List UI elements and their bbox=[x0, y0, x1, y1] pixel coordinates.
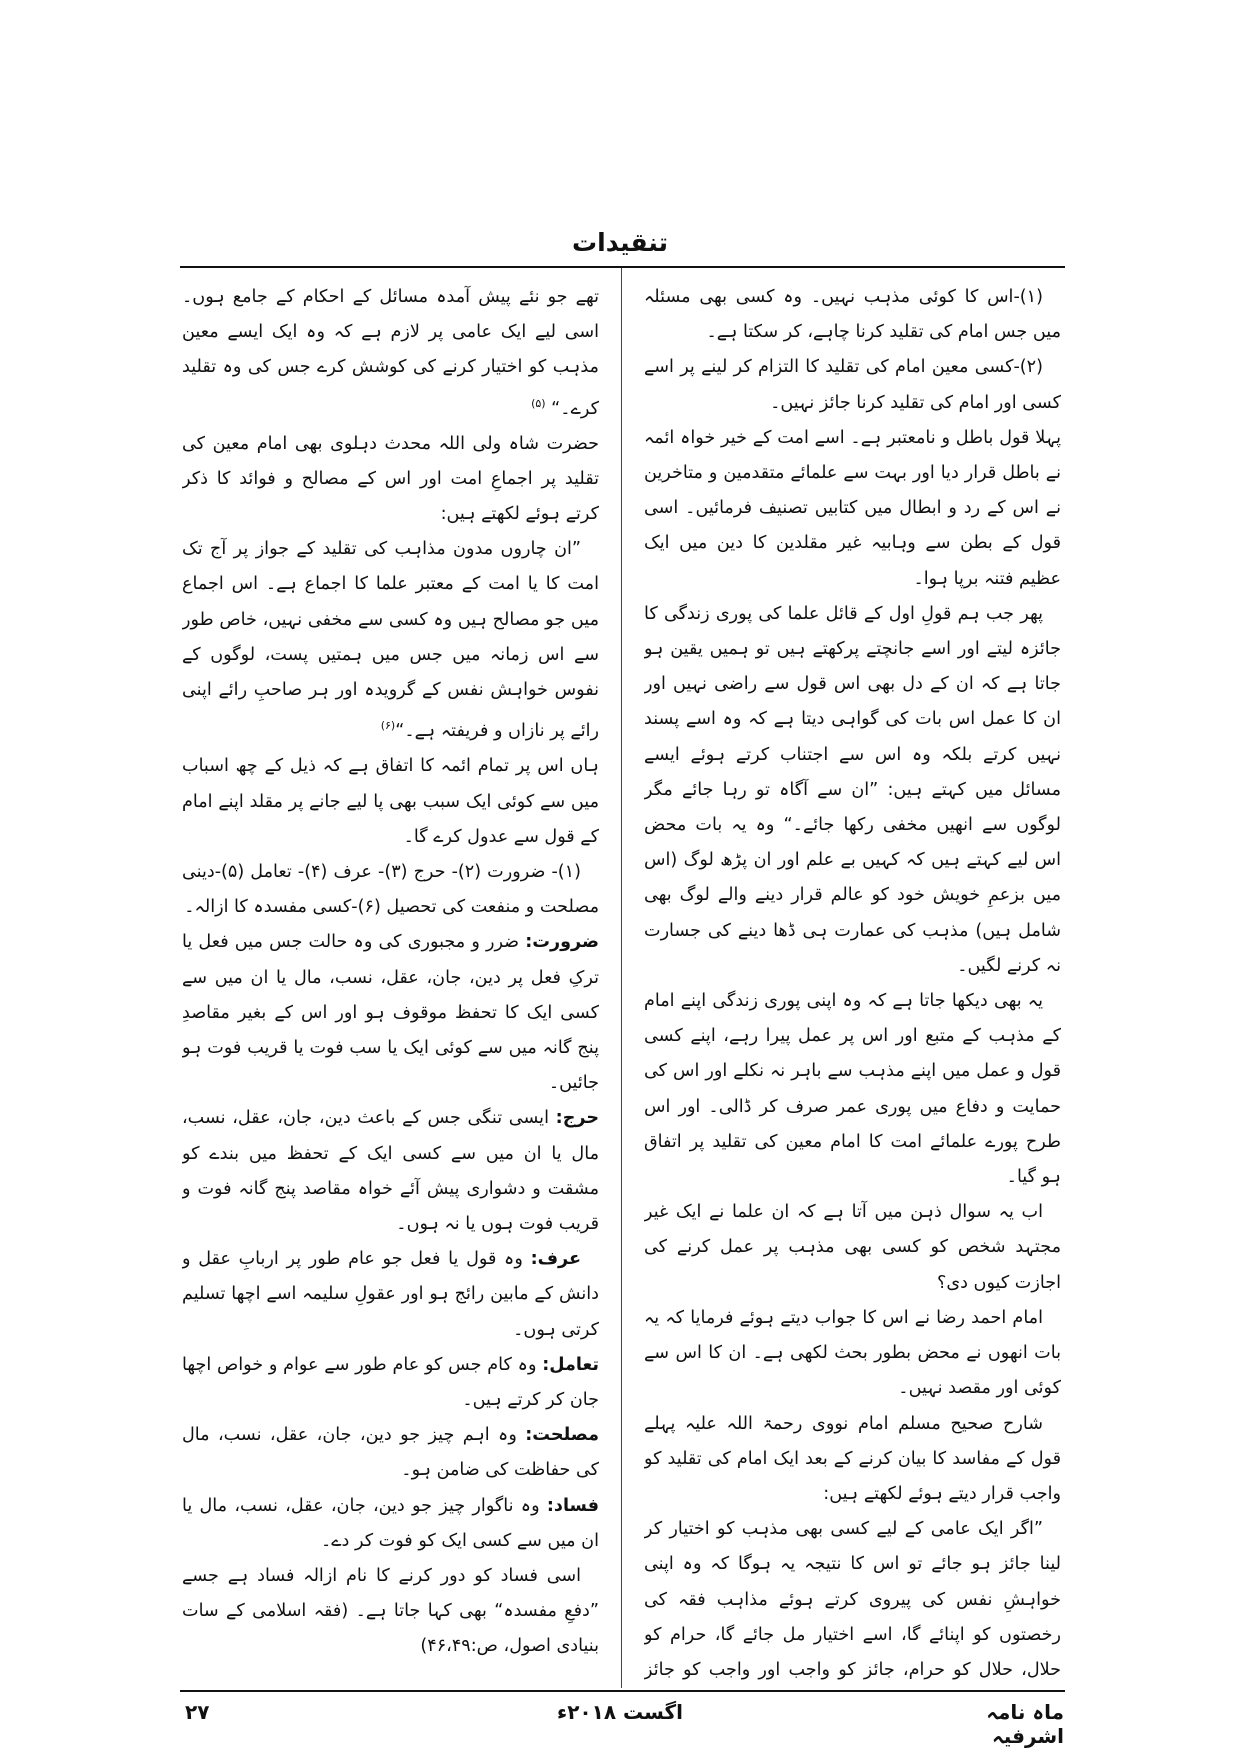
definition-text: وہ قول یا فعل جو عام طور پر اربابِ عقل و دانش کے مابین رائج ہو اور عقولِ سلیمہ اسے اچھا تسلیم کرتی ہوں۔ bbox=[182, 1249, 599, 1340]
page-title: تنقیدات bbox=[572, 228, 668, 257]
paragraph: حضرت شاہ ولی اللہ محدث دہلوی بھی امام معین کی تقلید پر اجماعِ امت اور اس کے مصالح و فوائد کا ذکر کرتے ہوئے لکھتے ہیں: bbox=[182, 433, 599, 525]
definition-term: مصلحت: bbox=[525, 1425, 599, 1446]
paragraph: (۲)-کسی معین امام کی تقلید کا التزام کر لینے پر اسے کسی اور امام کی تقلید کرنا جائز نہیں۔ bbox=[644, 357, 1061, 413]
paragraph: یہ بھی دیکھا جاتا ہے کہ وہ اپنی پوری زندگی اپنے امام کے مذہب کے متبع اور اس پر عمل پیرا رہے، اپنے کسی قول و عمل میں اپنے مذہب سے باہر نہ نکلے اور اس کی حمایت و دفاع میں پوری عمر صرف کر ڈالی۔ اور اس طرح پورے علمائے امت کا امام معین کی تقلید پر اتفاق ہو گیا۔ bbox=[644, 991, 1061, 1188]
definition-term: فساد: bbox=[546, 1495, 599, 1516]
column-divider bbox=[621, 268, 622, 1688]
footnote-ref: (۶) bbox=[380, 719, 396, 733]
reasons-list: (۱)- ضرورت (۲)- حرج (۳)- عرف (۴)- تعامل (۵)-دینی مصلحت و منفعت کی تحصیل (۶)-کسی مفسدہ کا ازالہ۔ bbox=[182, 861, 599, 918]
paragraph: امام احمد رضا نے اس کا جواب دیتے ہوئے فرمایا کہ یہ بات انھوں نے محض بطور بحث لکھی ہے۔ ان کا اس سے کوئی اور مقصد نہیں۔ bbox=[644, 1307, 1061, 1399]
magazine-name: ماہ نامہ اشرفیہ bbox=[986, 1700, 1064, 1748]
footer-rule bbox=[180, 1690, 1065, 1692]
paragraph: اب یہ سوال ذہن میں آتا ہے کہ ان علما نے ایک غیر مجتہد شخص کو کسی بھی مذہب پر عمل کرنے کی اجازت کیوں دی؟ bbox=[644, 1202, 1061, 1293]
issue-date: اگست ۲۰۱۸ء bbox=[556, 1700, 684, 1724]
definition-text: وہ اہم چیز جو دین، جان، عقل، نسب، مال کی حفاظت کی ضامن ہو۔ bbox=[182, 1425, 599, 1481]
paragraph-text: تھے جو نئے پیش آمدہ مسائل کے احکام کے جامع ہوں۔ اسی لیے ایک عامی پر لازم ہے کہ وہ ایک ایسے معین مذہب کو اختیار کرنے کی کوشش کرے جس کی وہ تقلید کرے۔“ bbox=[182, 287, 599, 419]
footnote-ref: (۵) bbox=[531, 396, 546, 410]
paragraph-text: اسی فساد کو دور کرنے کا نام ازالہ فساد ہے جسے ”دفعِ مفسدہ“ بھی کہا جاتا ہے۔ bbox=[182, 1566, 599, 1622]
paragraph: شارح صحیح مسلم امام نووی رحمۃ اللہ علیہ پہلے قول کے مفاسد کا بیان کرنے کے بعد ایک امام کی تقلید کو واجب قرار دیتے ہوئے لکھتے ہیں: bbox=[644, 1413, 1061, 1504]
definition bbox=[182, 1101, 599, 1242]
definition bbox=[182, 1242, 599, 1348]
left-column bbox=[182, 280, 599, 1680]
definition bbox=[182, 1489, 599, 1559]
paragraph: (۱)-اس کا کوئی مذہب نہیں۔ وہ کسی بھی مسئلہ میں جس امام کی تقلید کرنا چاہے، کر سکتا ہے۔ bbox=[644, 287, 1061, 343]
definition-text: ضرر و مجبوری کی وہ حالت جس میں فعل یا ترکِ فعل پر دین، جان، عقل، نسب، مال یا ان میں سے کسی ایک کا تحفظ موقوف ہو اور اس کے بغیر مقاصدِ پنج گانہ میں سے کوئی ایک یا سب فوت یا قریب فوت ہو جائیں۔ bbox=[182, 932, 599, 1094]
definition-term: عرف: bbox=[530, 1249, 581, 1270]
right-column bbox=[644, 280, 1061, 1680]
definition bbox=[182, 1348, 599, 1418]
definition-term: تعامل: bbox=[542, 1354, 599, 1375]
definition bbox=[182, 1418, 599, 1488]
definition bbox=[182, 925, 599, 1101]
source-citation: (فقہ اسلامی کے سات بنیادی اصول، ص:۴۶،۴۹) bbox=[182, 1601, 599, 1657]
definition-text: ایسی تنگی جس کے باعث دین، جان، عقل، نسب، مال یا ان میں سے کسی ایک کے تحفظ میں بندے کو مشقت و دشواری پیش آئے خواہ مقاصد پنج گانہ فوت و قریب فوت ہوں یا نہ ہوں۔ bbox=[182, 1108, 599, 1234]
quotation bbox=[182, 532, 599, 749]
definition-term: حرج: bbox=[555, 1108, 599, 1129]
definition-text: وہ ناگوار چیز جو دین، جان، عقل، نسب، مال یا ان میں سے کسی ایک کو فوت کر دے۔ bbox=[182, 1495, 599, 1551]
quotation: ”اگر ایک عامی کے لیے کسی بھی مذہب کو اختیار کر لینا جائز ہو جائے تو اس کا نتیجہ یہ ہوگا کہ وہ اپنی خواہشِ نفس کی پیروی کرتے ہوئے مذاہب فقہ کی رخصتوں کو اپنائے گا، اسے اختیار مل جائے گا، حرام کو حلال، حلال کو حرام، جائز کو واجب اور واجب کو جائز bbox=[644, 1519, 1061, 1680]
paragraph bbox=[182, 1559, 599, 1665]
page-number: ۲۷ bbox=[185, 1700, 210, 1724]
paragraph: پہلا قول باطل و نامعتبر ہے۔ اسے امت کے خیر خواہ ائمہ نے باطل قرار دیا اور بہت سے علمائے متقدمین و متاخرین نے اس کے رد و ابطال میں کتابیں تصنیف فرمائیں۔ اسی قول کے بطن سے وہابیہ غیر مقلدین کا دین میں ایک عظیم فتنہ برپا ہوا۔ bbox=[644, 427, 1061, 589]
quotation-text: ”ان چاروں مدون مذاہب کی تقلید کے جواز پر آج تک امت کا یا امت کے معتبر علما کا اجماع ہے۔ اس اجماع میں جو مصالح ہیں وہ کسی سے مخفی نہیں، خاص طور سے اس زمانہ میں جس میں ہمتیں پست، لوگوں کے نفوس خواہش نفس کے گرویدہ اور ہر صاحبِ رائے اپنی رائے پر نازاں و فریفتہ ہے۔“ bbox=[182, 539, 599, 742]
header-rule bbox=[180, 266, 1065, 268]
paragraph: پھر جب ہم قولِ اول کے قائل علما کی پوری زندگی کا جائزہ لیتے اور اسے جانچتے پرکھتے ہیں تو ہمیں یقین ہو جاتا ہے کہ ان کے دل بھی اس قول سے راضی نہیں اور ان کا عمل اس بات کی گواہی دیتا ہے کہ وہ اسے پسند نہیں کرتے بلکہ وہ اس سے اجتناب کرتے ہوئے ایسے مسائل میں کہتے ہیں: ”ان سے آگاہ تو رہا جائے مگر لوگوں سے انھیں مخفی رکھا جائے۔“ وہ یہ بات محض اس لیے کہتے ہیں کہ کہیں بے علم اور ان پڑھ لوگ (اس میں بزعمِ خویش خود کو عالم قرار دینے والے لوگ بھی شامل ہیں) مذہب کی عمارت ہی ڈھا دینے کی جسارت نہ کرنے لگیں۔ bbox=[644, 603, 1061, 976]
paragraph: ہاں اس پر تمام ائمہ کا اتفاق ہے کہ ذیل کے چھ اسباب میں سے کوئی ایک سبب بھی پا لیے جانے پر مقلد اپنے امام کے قول سے عدول کرے گا۔ bbox=[182, 756, 599, 847]
definition-text: وہ کام جس کو عام طور سے عوام و خواص اچھا جان کر کرتے ہیں۔ bbox=[182, 1354, 599, 1411]
paragraph bbox=[182, 280, 599, 427]
definition-term: ضرورت: bbox=[525, 932, 599, 953]
